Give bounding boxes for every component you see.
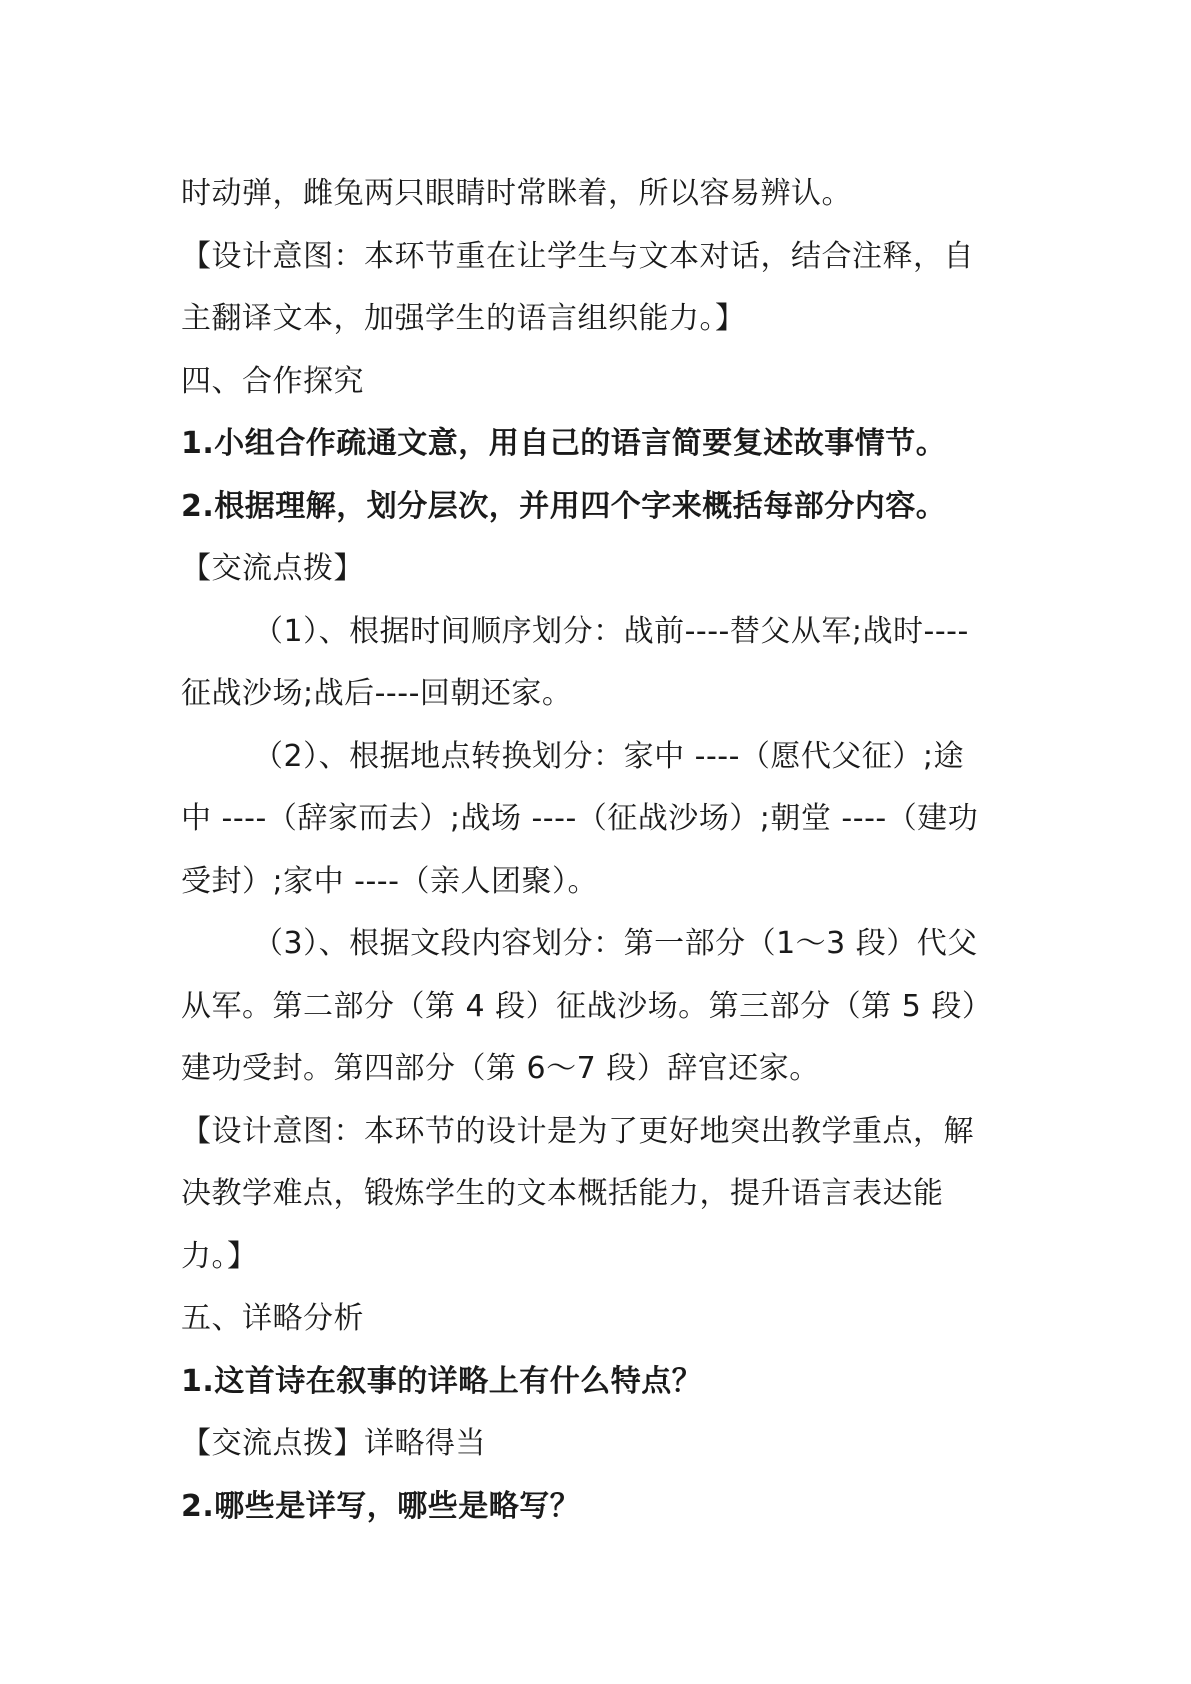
answer-item: （1）、根据时间顺序划分：战前----替父从军;战时---- (253, 613, 969, 649)
design-intent-line: 【设计意图：本环节重在让学生与文本对话，结合注释，自 (181, 238, 974, 274)
design-intent-line: 主翻译文本，加强学生的语言组织能力。】 (181, 301, 746, 336)
answer-item-continuation: 建功受封。第四部分（第 6～7 段）辞官还家。 (181, 1051, 820, 1086)
question-line: 1.小组合作疏通文意，用自己的语言简要复述故事情节。 (181, 426, 947, 461)
answer-item-continuation: 征战沙场;战后----回朝还家。 (181, 676, 573, 711)
design-intent-line: 【设计意图：本环节的设计是为了更好地突出教学重点，解 (181, 1113, 974, 1149)
question-line: 1.这首诗在叙事的详略上有什么特点？ (181, 1363, 703, 1399)
section-heading: 四、合作探究 (181, 363, 364, 399)
answer-item: （2）、根据地点转换划分：家中 ----（愿代父征）;途 (253, 738, 965, 774)
text-line: 时动弹，雌兔两只眼睛时常眯着，所以容易辨认。 (181, 176, 852, 211)
question-line: 2.根据理解，划分层次，并用四个字来概括每部分内容。 (181, 488, 947, 524)
document-body (181, 163, 1021, 1538)
answer-item-continuation: 从军。第二部分（第 4 段）征战沙场。第三部分（第 5 段） (181, 988, 993, 1024)
design-intent-line: 力。】 (181, 1238, 258, 1274)
answer-item-continuation: 受封）;家中 ----（亲人团聚）。 (181, 863, 598, 899)
answer-item: （3）、根据文段内容划分：第一部分（1～3 段）代父 (253, 926, 978, 961)
design-intent-line: 决教学难点，锻炼学生的文本概括能力，提升语言表达能 (181, 1176, 944, 1211)
discussion-label: 【交流点拨】 (181, 551, 364, 586)
answer-item-continuation: 中 ----（辞家而去）;战场 ----（征战沙场）;朝堂 ----（建功 (181, 801, 979, 836)
question-line: 2.哪些是详写，哪些是略写？ (181, 1488, 581, 1524)
discussion-label: 【交流点拨】详略得当 (181, 1426, 486, 1461)
section-heading: 五、详略分析 (181, 1301, 364, 1336)
